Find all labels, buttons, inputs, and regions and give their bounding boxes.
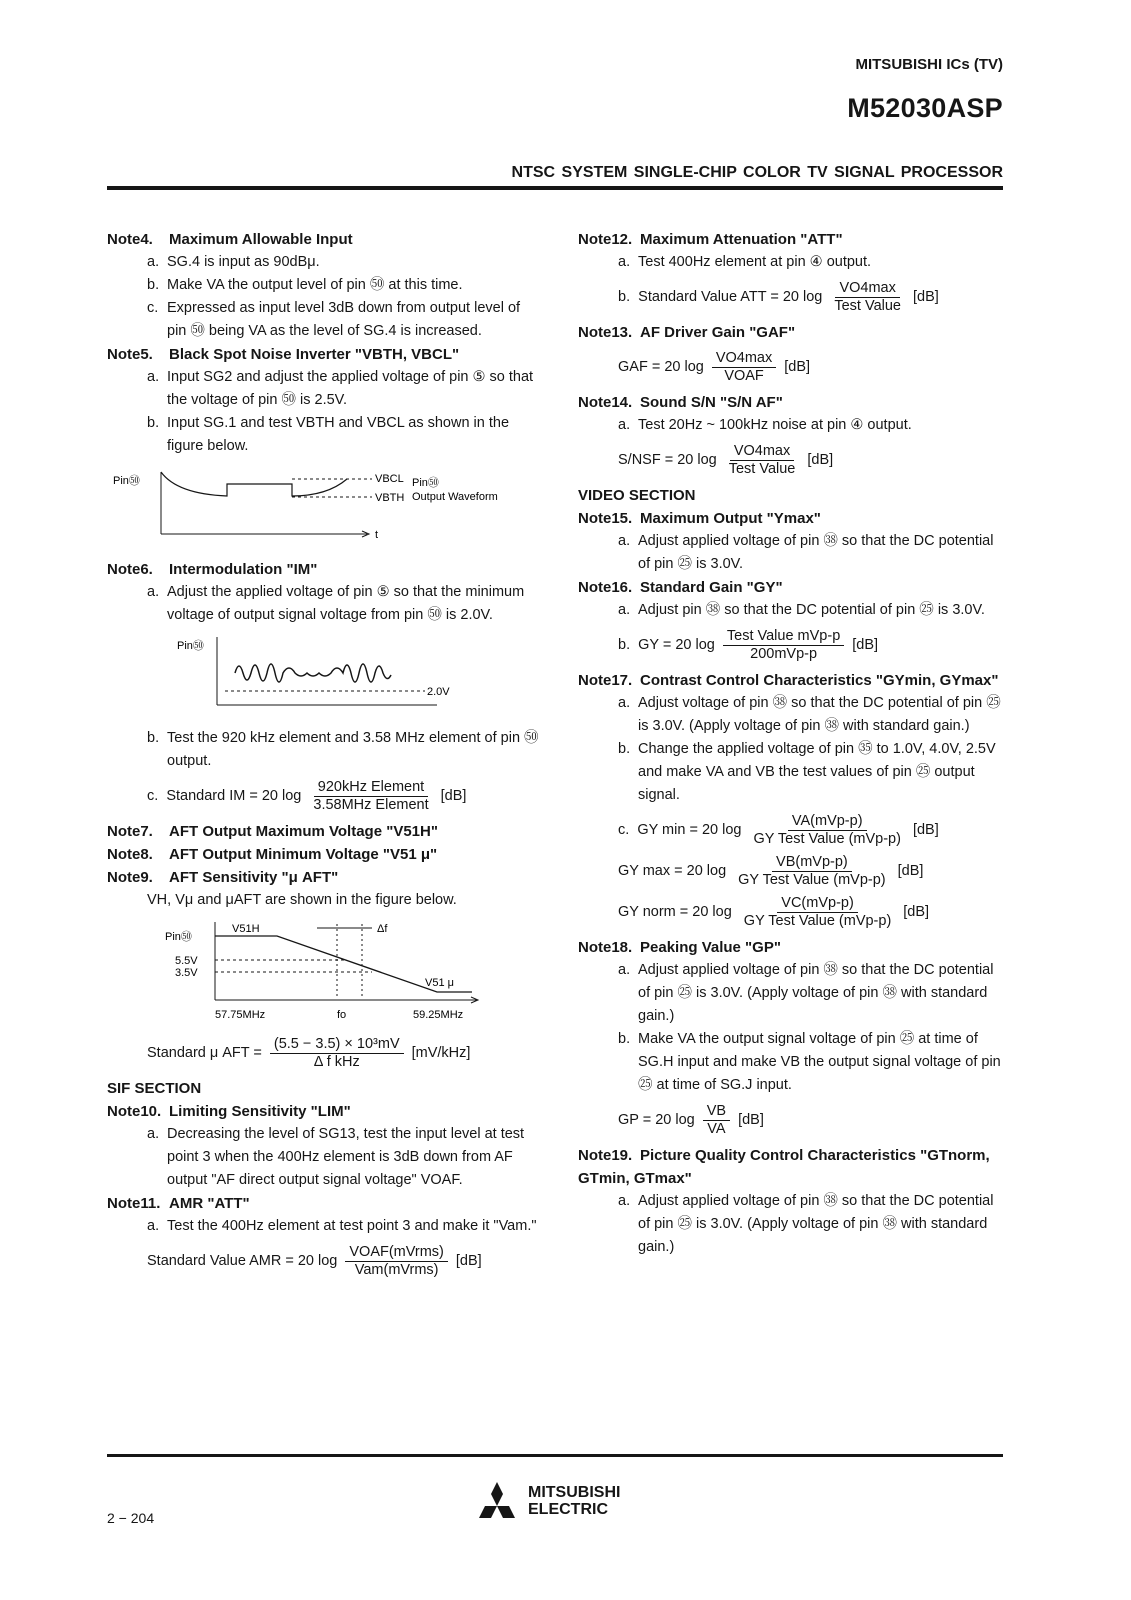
note10-heading: Note10. Limiting Sensitivity "LIM": [107, 1103, 351, 1120]
note5-heading: Note5. Black Spot Noise Inverter "VBTH, VBCL": [107, 346, 460, 363]
note5-waveform-figure: [107, 464, 539, 552]
note5-item-a: a. Input SG2 and adjust the applied voltage of pin ⑤ so that the voltage of pin ㊿ is 2.5V.: [147, 369, 534, 408]
note4-heading: Note4. Maximum Allowable Input: [107, 231, 353, 248]
header-part-number: M52030ASP: [847, 93, 1003, 123]
note17-heading: Note17. Contrast Control Characteristics "GYmin, GYmax": [578, 672, 999, 689]
note5-item-b: b. Input SG.1 and test VBTH and VBCL as shown in the figure below.: [147, 415, 510, 454]
note14-formula: S/NSF = 20 log $\frac{VO4\max}{\text{Test Value}}$ [dB]: [618, 443, 834, 477]
fig5-pin2-label: Pin㊿: [412, 477, 439, 489]
note11-heading: Note11. AMR "ATT": [107, 1195, 250, 1212]
note18-heading: Note18. Peaking Value "GP": [578, 939, 781, 956]
note11-formula: Standard Value AMR = 20 log $\frac{\text{VOAF(mVrms)}}{\text{Vam(mVrms)}}$ [dB]: [147, 1244, 482, 1278]
header-company: MITSUBISHI ICs (TV): [855, 56, 1003, 73]
note15-heading: Note15. Maximum Output "Ymax": [578, 510, 821, 527]
note17-item-a: a. Adjust voltage of pin ㊳ so that the DC potential of pin ㉕ is 3.0V. (Apply voltage of pin ㊳ with standard gain.): [618, 695, 1001, 734]
note10-item-a: a. Decreasing the level of SG13, test the input level at test point 3 when the 400Hz element is 3dB down from AF output "AF direct output signal voltage" VOAF.: [147, 1126, 525, 1188]
note15-item-a: a. Adjust applied voltage of pin ㊳ so that the DC potential of pin ㉕ is 3.0V.: [618, 533, 994, 572]
note8-heading: Note8. AFT Output Minimum Voltage "V51 μ": [107, 846, 438, 863]
note17-formula-c: c. GY min = 20 log $\frac{\text{VA(mVp-p)}}{\text{GY Test Value (mVp-p)}}$ [dB]: [618, 813, 939, 847]
note9-formula: Standard μ AFT = $\frac{\text{(5.5 − 3.5) × 10³mV}}{\text{Δ f kHz}}$ [mV/kHz]: [147, 1036, 471, 1070]
note6-waveform-figure: [107, 633, 539, 721]
note19-item-a: a. Adjust applied voltage of pin ㊳ so that the DC potential of pin ㉕ is 3.0V. (Apply voltage of pin ㊳ with standard gain.): [618, 1193, 994, 1255]
note6-formula-c: c. Standard IM = 20 log $\frac{\text{920kHz Element}}{\text{3.58MHz Element}}$ [dB]: [147, 779, 467, 813]
fig9-3v5-label: 3.5V: [175, 967, 198, 979]
note14-item-a: a. Test 20Hz ~ 100kHz noise at pin ④ output.: [618, 417, 912, 433]
note17-item-b: b. Change the applied voltage of pin ㉟ to 1.0V, 4.0V, 2.5V and make VA and VB the test values of pin ㉕ output signal.: [618, 741, 996, 803]
fig9-f1-label: 57.75MHz: [215, 1009, 266, 1021]
three-diamonds-icon: [472, 1480, 522, 1522]
fig5-t-label: t: [375, 529, 379, 541]
right-column: [578, 228, 1004, 1259]
note9-heading: Note9. AFT Sensitivity "μ AFT": [107, 869, 339, 886]
note16-formula-b: b. GY = 20 log $\frac{\text{Test Value mVp-p}}{\text{200mVp-p}}$ [dB]: [618, 628, 879, 662]
note7-heading: Note7. AFT Output Maximum Voltage "V51H": [107, 823, 438, 840]
note18-item-b: b. Make VA the output signal voltage of pin ㉕ at time of SG.H input and make VB the output signal voltage of pin ㉕ at time of SG.J input.: [618, 1031, 1001, 1093]
logo-line2: ELECTRIC: [528, 1501, 608, 1518]
note12-item-a: a. Test 400Hz element at pin ④ output.: [618, 254, 872, 270]
note19-heading: Note19. Picture Quality Control Characteristics "GTnorm, GTmin, GTmax": [578, 1147, 990, 1187]
note13-heading: Note13. AF Driver Gain "GAF": [578, 324, 796, 341]
note4-item-c: c. Expressed as input level 3dB down from output level of pin ㊿ being VA as the level of SG.4 is increased.: [147, 300, 521, 339]
page-number: 2 − 204: [107, 1510, 155, 1526]
fig6-pin-label: Pin㊿: [177, 640, 204, 652]
fig9-f0-label: fo: [337, 1009, 347, 1021]
note16-item-a: a. Adjust pin ㊳ so that the DC potential of pin ㉕ is 3.0V.: [618, 602, 985, 618]
header-rule: [107, 186, 1003, 190]
note18-item-a: a. Adjust applied voltage of pin ㊳ so that the DC potential of pin ㉕ is 3.0V. (Apply voltage of pin ㊳ with standard gain.): [618, 962, 994, 1024]
note14-heading: Note14. Sound S/N "S/N AF": [578, 394, 783, 411]
left-column: [107, 228, 539, 1285]
note18-formula: GP = 20 log $\frac{VB}{VA}$ [dB]: [618, 1103, 764, 1137]
fig5-pin-label: Pin㊿: [113, 475, 140, 487]
note11-item-a: a. Test the 400Hz element at test point 3 and make it "Vam.": [147, 1218, 537, 1234]
fig9-df-label: Δf: [377, 923, 388, 935]
note9-text: VH, Vμ and μAFT are shown in the figure below.: [147, 892, 457, 908]
sif-section-heading: SIF SECTION: [107, 1080, 202, 1097]
fig5-output-label: Output Waveform: [412, 491, 498, 503]
note12-formula-b: b. Standard Value ATT = 20 log $\frac{VO4\max}{\text{Test Value}}$ [dB]: [618, 280, 939, 314]
note17-formula-d: GY max = 20 log $\frac{\text{VB(mVp-p)}}{\text{GY Test Value (mVp-p)}}$ [dB]: [618, 854, 924, 888]
header-title: NTSC SYSTEM SINGLE-CHIP COLOR TV SIGNAL PROCESSOR: [511, 164, 1003, 181]
note4-item-b: b. Make VA the output level of pin ㊿ at this time.: [147, 277, 463, 293]
note6-item-b: b. Test the 920 kHz element and 3.58 MHz element of pin ㊿ output.: [147, 730, 539, 769]
fig9-v51h-label: V51H: [232, 923, 260, 935]
fig9-pin-label: Pin㊿: [165, 931, 192, 943]
note12-heading: Note12. Maximum Attenuation "ATT": [578, 231, 843, 248]
video-section-heading: VIDEO SECTION: [578, 487, 696, 504]
fig5-vbth-label: VBTH: [375, 492, 405, 504]
fig9-v51u-label: V51 μ: [425, 977, 454, 989]
fig5-vbcl-label: VBCL: [375, 473, 404, 485]
fig9-f2-label: 59.25MHz: [413, 1009, 464, 1021]
note6-item-a: a. Adjust the applied voltage of pin ⑤ so that the minimum voltage of output signal voltage from pin ㊿ is 2.0V.: [147, 584, 525, 623]
logo-line1: MITSUBISHI: [528, 1484, 621, 1501]
note17-formula-e: GY norm = 20 log $\frac{\text{VC(mVp-p)}}{\text{GY Test Value (mVp-p)}}$ [dB]: [618, 895, 930, 929]
fig6-voltage-label: 2.0V: [427, 686, 450, 698]
footer-rule: [107, 1454, 1003, 1457]
note13-formula: GAF = 20 log $\frac{VO4\max}{\text{VOAF}}$ [dB]: [618, 350, 811, 384]
fig9-5v5-label: 5.5V: [175, 955, 198, 967]
note16-heading: Note16. Standard Gain "GY": [578, 579, 783, 596]
mitsubishi-logo: [472, 1480, 620, 1522]
note9-aft-figure: [107, 918, 539, 1030]
note6-heading: Note6. Intermodulation "IM": [107, 561, 318, 578]
note4-item-a: a. SG.4 is input as 90dBμ.: [147, 254, 320, 270]
